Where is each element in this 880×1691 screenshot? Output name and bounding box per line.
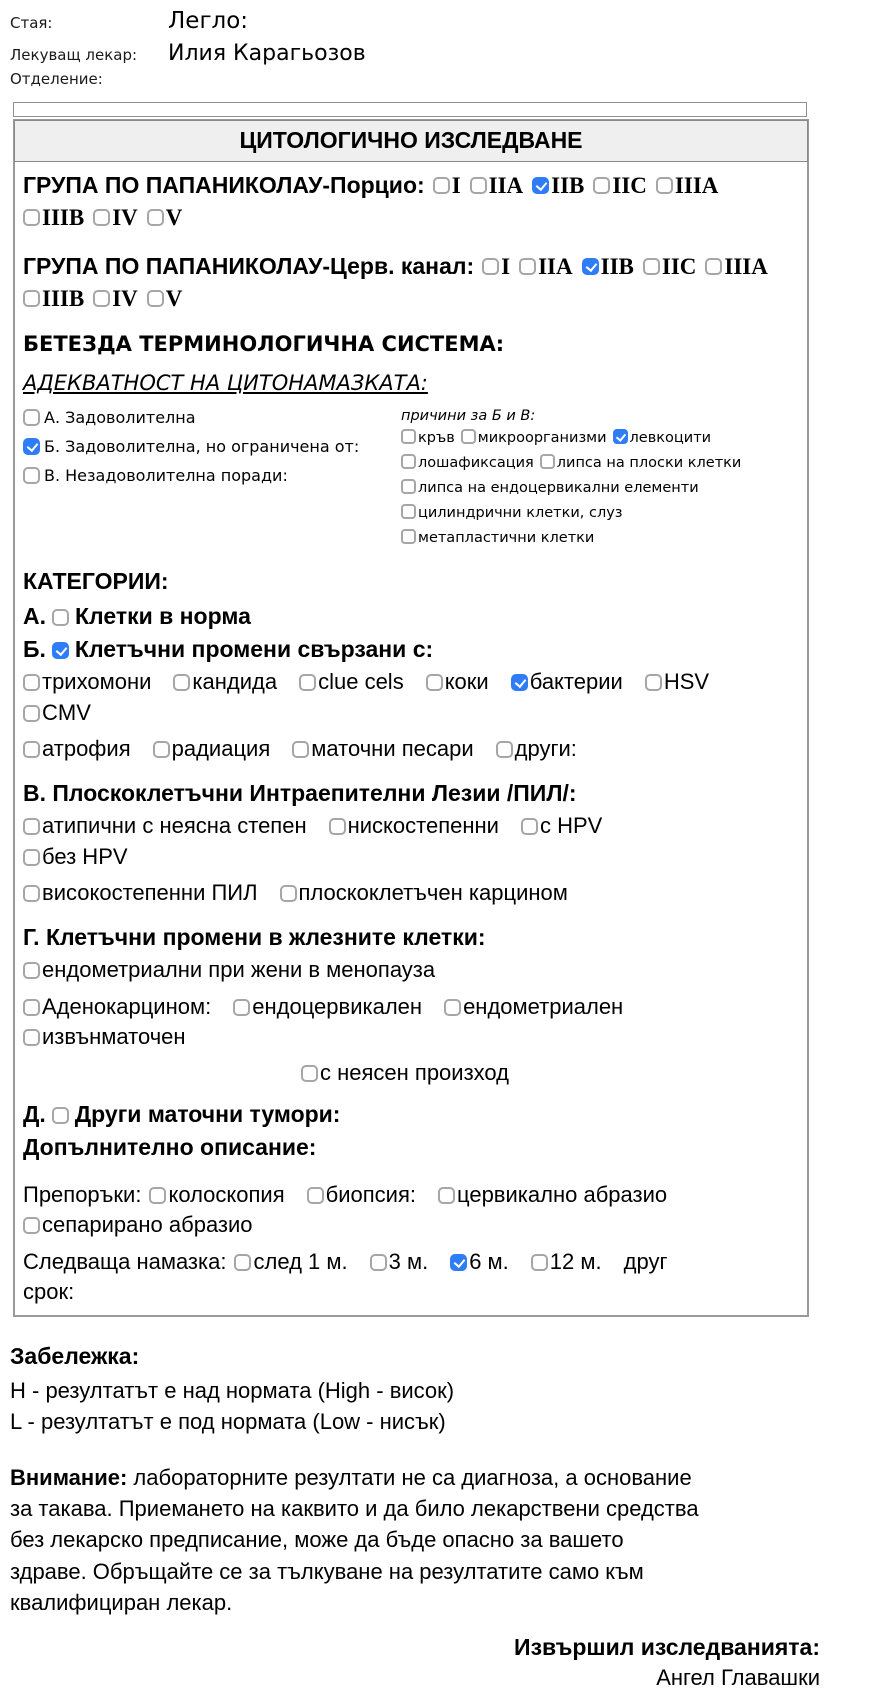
checkbox-option-label: 12 м.: [549, 1248, 602, 1274]
checkbox-icon[interactable]: [23, 885, 40, 902]
checkbox-option-label: радиация: [171, 735, 271, 761]
checkbox-option[interactable]: [531, 1247, 602, 1277]
checkbox-icon[interactable]: [401, 479, 416, 494]
checkbox-option-label: IIIA: [674, 173, 719, 198]
reasons-row-2: [401, 454, 747, 471]
checkbox-icon[interactable]: [521, 818, 538, 835]
checkbox-icon[interactable]: [301, 1065, 318, 1082]
checkbox-option-label: IIIB: [42, 286, 85, 312]
checkbox-option-label: 3 м.: [388, 1248, 429, 1274]
checkbox-icon[interactable]: [401, 429, 416, 444]
checkbox-option[interactable]: [613, 429, 712, 446]
checkbox-option[interactable]: [23, 842, 128, 872]
checkbox-checked-icon[interactable]: [450, 1254, 467, 1271]
note-line-low: L - резултатът е под нормата (Low - нисък): [10, 1409, 446, 1435]
checkbox-option[interactable]: [280, 878, 568, 908]
category-d-options-row-2: [23, 992, 695, 1053]
checkbox-option-label: трихомони: [42, 669, 152, 695]
checkbox-icon[interactable]: [433, 177, 450, 194]
checkbox-option-label: IIA: [538, 254, 573, 280]
pap-portio-label: ГРУПА ПО ПАПАНИКОЛАУ-Порцио:: [23, 172, 425, 198]
checkbox-icon[interactable]: [705, 258, 722, 275]
checkbox-option[interactable]: [301, 1058, 509, 1088]
checkbox-option-label: 6 м.: [469, 1248, 509, 1274]
adequacy-heading: АДЕКВАТНОСТ НА ЦИТОНАМАЗКАТА:: [23, 371, 428, 396]
checkbox-option[interactable]: [23, 408, 401, 427]
checkbox-icon[interactable]: [23, 1217, 40, 1234]
checkbox-icon[interactable]: [540, 454, 555, 469]
checkbox-icon[interactable]: [147, 290, 164, 307]
doctor-value: Илия Карагьозов: [168, 41, 366, 66]
checkbox-option[interactable]: [23, 202, 84, 233]
checkbox-option[interactable]: [292, 734, 473, 764]
checkbox-option-label: А. Задоволителна: [44, 408, 196, 428]
checkbox-option-label: с HPV: [539, 813, 603, 839]
checkbox-option[interactable]: [643, 251, 697, 282]
checkbox-icon[interactable]: [401, 504, 416, 519]
checkbox-icon[interactable]: [23, 705, 40, 722]
checkbox-option[interactable]: [147, 202, 183, 233]
checkbox-icon[interactable]: [401, 529, 416, 544]
category-b: [23, 634, 797, 664]
checkbox-icon[interactable]: [329, 818, 346, 835]
checkbox-option-label: цервикално абразио: [456, 1181, 668, 1207]
reasons-column: [401, 408, 747, 554]
checkbox-checked-icon[interactable]: [613, 429, 628, 444]
checkbox-icon[interactable]: [593, 177, 610, 194]
checkbox-option-label: Б. Задоволителна, но ограничена от:: [44, 437, 360, 457]
checkbox-option-label: метапластични клетки: [418, 530, 595, 547]
checkbox-icon[interactable]: [496, 741, 513, 758]
checkbox-icon[interactable]: [23, 962, 40, 979]
category-a-checkbox[interactable]: [52, 609, 69, 626]
recommendations-label: Препоръки:: [23, 1181, 142, 1207]
category-b-options-row-1: [23, 667, 797, 728]
checkbox-option-label: цилиндрични клетки, слуз: [418, 505, 623, 522]
checkbox-icon[interactable]: [93, 290, 110, 307]
category-e-label: Други маточни тумори:: [74, 1100, 341, 1127]
checkbox-option-label: коки: [444, 669, 489, 695]
note-line-high: H - резултатът е над нормата (High - висок): [10, 1378, 455, 1404]
checkbox-option[interactable]: [461, 429, 607, 446]
category-d-heading: Г. Клетъчни промени в жлезните клетки:: [23, 924, 486, 951]
category-b-prefix: Б.: [23, 636, 46, 663]
checkbox-option[interactable]: [307, 1180, 416, 1210]
checkbox-option-label: ендометриални при жени в менопауза: [42, 957, 436, 983]
checkbox-option[interactable]: [450, 1247, 509, 1277]
checkbox-option[interactable]: [173, 667, 277, 697]
checkbox-option[interactable]: [593, 170, 647, 201]
checkbox-option[interactable]: [23, 437, 401, 456]
bethesda-heading: БЕТЕЗДА ТЕРМИНОЛОГИЧНА СИСТЕМА:: [23, 332, 505, 357]
next-smear-label: Следваща намазка:: [23, 1248, 227, 1274]
checkbox-option[interactable]: [645, 667, 709, 697]
checkbox-icon[interactable]: [292, 741, 309, 758]
checkbox-icon[interactable]: [370, 1254, 387, 1271]
checkbox-option-label: Аденокарцином:: [42, 993, 212, 1019]
checkbox-icon[interactable]: [93, 209, 110, 226]
checkbox-option-label: IIB: [551, 173, 585, 198]
checkbox-option[interactable]: [470, 170, 524, 201]
checkbox-icon[interactable]: [149, 1187, 166, 1204]
checkbox-icon[interactable]: [299, 674, 316, 691]
checkbox-option[interactable]: [705, 251, 767, 282]
checkbox-checked-icon[interactable]: [23, 438, 40, 455]
checkbox-icon[interactable]: [519, 258, 536, 275]
doctor-label: Лекуващ лекар:: [10, 46, 138, 64]
checkbox-option-label: В. Незадоволителна поради:: [44, 466, 288, 486]
checkbox-option-label: след 1 м.: [253, 1248, 348, 1274]
checkbox-option-label: микроорганизми: [477, 430, 607, 447]
checkbox-icon[interactable]: [23, 467, 40, 484]
row-doctor: [10, 41, 880, 66]
checkbox-option[interactable]: [23, 1022, 186, 1052]
checkbox-option[interactable]: [521, 811, 602, 841]
checkbox-option[interactable]: [23, 667, 151, 697]
checkbox-option[interactable]: [23, 698, 91, 728]
checkbox-icon[interactable]: [23, 741, 40, 758]
next-smear-options: [234, 1249, 623, 1274]
checkbox-option-label: биопсия:: [325, 1181, 416, 1207]
checkbox-option[interactable]: [93, 202, 138, 233]
checkbox-icon[interactable]: [23, 849, 40, 866]
adequacy-columns: [23, 408, 797, 554]
checkbox-icon[interactable]: [173, 674, 190, 691]
reasons-row-4: [401, 504, 747, 521]
checkbox-option-label: левкоцити: [629, 430, 712, 447]
checkbox-option-label: V: [165, 205, 183, 231]
checkbox-icon[interactable]: [645, 674, 662, 691]
reasons-row-5: [401, 529, 747, 546]
checkbox-option[interactable]: [401, 504, 623, 521]
checkbox-icon[interactable]: [307, 1187, 324, 1204]
category-b-options-row-2: [23, 734, 797, 764]
checkbox-option[interactable]: [23, 466, 401, 485]
next-smear-other-label: друг срок:: [23, 1248, 668, 1304]
checkbox-option-label: кандида: [192, 669, 278, 695]
checkbox-icon[interactable]: [23, 999, 40, 1016]
checkbox-option[interactable]: [656, 170, 718, 201]
checkbox-option-label: с неясен произход: [320, 1060, 510, 1086]
checkbox-option-label: ендоцервикален: [252, 993, 423, 1019]
ward-label: Отделение:: [10, 70, 103, 88]
category-e-prefix: Д.: [23, 1100, 46, 1127]
checkbox-option[interactable]: [401, 454, 534, 471]
checkbox-option[interactable]: [153, 734, 271, 764]
checkbox-icon[interactable]: [23, 818, 40, 835]
category-d-options-row-3: [301, 1058, 797, 1088]
checkbox-option-label: V: [165, 286, 183, 312]
checkbox-icon[interactable]: [147, 209, 164, 226]
empty-field-box[interactable]: [13, 102, 807, 117]
category-d-options-row-1: [23, 955, 797, 985]
recommendations-row: [23, 1180, 797, 1241]
checkbox-option-label: атипични с неясна степен: [42, 813, 307, 839]
pap-group-cervical: [23, 251, 797, 315]
checkbox-icon[interactable]: [656, 177, 673, 194]
checkbox-option-label: други:: [514, 735, 577, 761]
warning-paragraph: [10, 1462, 700, 1618]
checkbox-option[interactable]: [23, 878, 258, 908]
pap-group-portio: [23, 170, 797, 234]
checkbox-option-label: CMV: [42, 699, 91, 725]
checkbox-option[interactable]: [433, 170, 461, 201]
checkbox-option[interactable]: [401, 479, 699, 496]
performed-by-block: [10, 1634, 880, 1691]
category-a-label: Клетки в норма: [75, 603, 251, 630]
reasons-row-3: [401, 479, 747, 496]
note-heading: Забележка:: [10, 1343, 140, 1370]
checkbox-option[interactable]: [23, 811, 307, 841]
checkbox-option[interactable]: [511, 667, 623, 697]
category-c-heading: В. Плоскоклетъчни Интраепителни Лезии /ПИЛ/:: [23, 780, 577, 807]
checkbox-icon[interactable]: [470, 177, 487, 194]
checkbox-icon[interactable]: [426, 674, 443, 691]
checkbox-option[interactable]: [582, 251, 634, 282]
category-a: [23, 601, 797, 631]
bed-label: Легло:: [168, 8, 249, 34]
checkbox-option[interactable]: [233, 992, 422, 1022]
checkbox-icon[interactable]: [531, 1254, 548, 1271]
checkbox-option-label: IIB: [600, 254, 634, 280]
checkbox-option-label: извънматочен: [42, 1024, 186, 1050]
pap-cervical-label: ГРУПА ПО ПАПАНИКОЛАУ-Церв. канал:: [23, 253, 475, 280]
category-b-label: Клетъчни промени свързани с:: [74, 636, 434, 663]
checkbox-option[interactable]: [370, 1247, 429, 1277]
performed-by-value: Ангел Главашки: [656, 1664, 820, 1690]
checkbox-option[interactable]: [234, 1247, 347, 1277]
category-e-checkbox[interactable]: [52, 1107, 69, 1124]
checkbox-option-label: без HPV: [42, 843, 128, 869]
checkbox-option[interactable]: [532, 170, 584, 201]
checkbox-option-label: IV: [112, 205, 138, 231]
checkbox-icon[interactable]: [438, 1187, 455, 1204]
checkbox-option[interactable]: [444, 992, 623, 1022]
checkbox-option-label: IIIA: [724, 254, 768, 280]
checkbox-option-label: ендометриален: [463, 993, 624, 1019]
reasons-heading: причини за Б и В:: [401, 408, 536, 425]
checkbox-option-label: I: [451, 173, 461, 198]
next-smear-row: [23, 1247, 695, 1308]
checkbox-option[interactable]: [93, 283, 138, 314]
checkbox-option-label: IIA: [488, 173, 524, 198]
checkbox-option[interactable]: [23, 1210, 253, 1240]
checkbox-icon[interactable]: [401, 454, 416, 469]
checkbox-icon[interactable]: [461, 429, 476, 444]
checkbox-checked-icon[interactable]: [582, 258, 599, 275]
performed-by-label: Извършил изследванията:: [514, 1633, 820, 1660]
room-label: Стая:: [10, 14, 53, 32]
checkbox-option[interactable]: [329, 811, 499, 841]
checkbox-option-label: атрофия: [42, 735, 131, 761]
checkbox-option-label: бактерии: [529, 669, 623, 695]
checkbox-option-label: високостепенни ПИЛ: [42, 879, 258, 905]
checkbox-option[interactable]: [23, 283, 84, 314]
checkbox-option-label: HSV: [663, 669, 710, 695]
row-ward: [10, 70, 880, 88]
category-c-options-row-1: [23, 811, 695, 872]
checkbox-option[interactable]: [299, 667, 404, 697]
checkbox-icon[interactable]: [280, 885, 297, 902]
adequacy-options: [23, 408, 401, 554]
extra-description-heading: Допълнително описание:: [23, 1133, 317, 1160]
category-a-prefix: А.: [23, 603, 46, 630]
warning-text: лабораторните резултати не са диагноза, а основание за такава. Приемането на каквито и да било лекарствени средства без лекарско предписание, може да бъде опасно за вашето здраве. Обръщайте се за тълкуване на резултатите само към квалифициран лекар.: [10, 1464, 699, 1615]
checkbox-icon[interactable]: [23, 1029, 40, 1046]
checkbox-icon[interactable]: [23, 290, 40, 307]
checkbox-option[interactable]: [23, 955, 435, 985]
row-room-bed: [10, 8, 880, 34]
category-c-options-row-2: [23, 878, 797, 908]
checkbox-option-label: clue cels: [318, 669, 404, 695]
checkbox-option-label: кръв: [418, 430, 455, 447]
checkbox-option[interactable]: [401, 529, 594, 546]
checkbox-option-label: сепарирано абразио: [42, 1212, 253, 1238]
checkbox-icon[interactable]: [643, 258, 660, 275]
category-b-checkbox[interactable]: [52, 642, 69, 659]
checkbox-checked-icon[interactable]: [511, 674, 528, 691]
categories-heading: КАТЕГОРИИ:: [23, 568, 169, 595]
checkbox-option-label: маточни песари: [311, 735, 474, 761]
checkbox-icon[interactable]: [153, 741, 170, 758]
checkbox-option-label: плоскоклетъчен карцином: [298, 879, 568, 905]
checkbox-option-label: липса на ендоцервикални елементи: [418, 480, 699, 497]
checkbox-option[interactable]: [401, 429, 455, 446]
checkbox-option-label: IIIB: [42, 205, 85, 231]
form-content: [15, 161, 807, 1315]
checkbox-option[interactable]: [438, 1180, 667, 1210]
checkbox-option-label: колоскопия: [168, 1181, 285, 1207]
checkbox-checked-icon[interactable]: [532, 177, 549, 194]
cytology-form: [13, 119, 809, 1317]
warning-bold: Внимание:: [10, 1464, 128, 1490]
checkbox-option[interactable]: [519, 251, 573, 282]
checkbox-option-label: IIC: [661, 254, 697, 280]
checkbox-option-label: нискостепенни: [347, 813, 499, 839]
category-e: [23, 1099, 797, 1129]
checkbox-option[interactable]: [23, 734, 131, 764]
checkbox-option[interactable]: [426, 667, 489, 697]
patient-header: [10, 8, 880, 88]
checkbox-option[interactable]: [540, 454, 742, 471]
checkbox-option[interactable]: [149, 1180, 284, 1210]
checkbox-option-label: IV: [112, 286, 138, 312]
checkbox-option-label: липса на плоски клетки: [556, 455, 742, 472]
checkbox-option[interactable]: [496, 734, 577, 764]
checkbox-option[interactable]: [482, 251, 510, 282]
checkbox-icon[interactable]: [23, 209, 40, 226]
checkbox-option-label: IIC: [612, 173, 647, 198]
checkbox-icon[interactable]: [234, 1254, 251, 1271]
checkbox-icon[interactable]: [23, 674, 40, 691]
checkbox-option[interactable]: [147, 283, 183, 314]
form-title: ЦИТОЛОГИЧНО ИЗСЛЕДВАНЕ: [14, 120, 808, 162]
reasons-row-1: [401, 429, 747, 446]
checkbox-option-label: лошафиксация: [418, 455, 534, 472]
checkbox-icon[interactable]: [482, 258, 499, 275]
checkbox-icon[interactable]: [23, 409, 40, 426]
checkbox-option-label: I: [501, 254, 511, 280]
checkbox-icon[interactable]: [233, 999, 250, 1016]
checkbox-icon[interactable]: [444, 999, 461, 1016]
checkbox-option[interactable]: [23, 992, 211, 1022]
